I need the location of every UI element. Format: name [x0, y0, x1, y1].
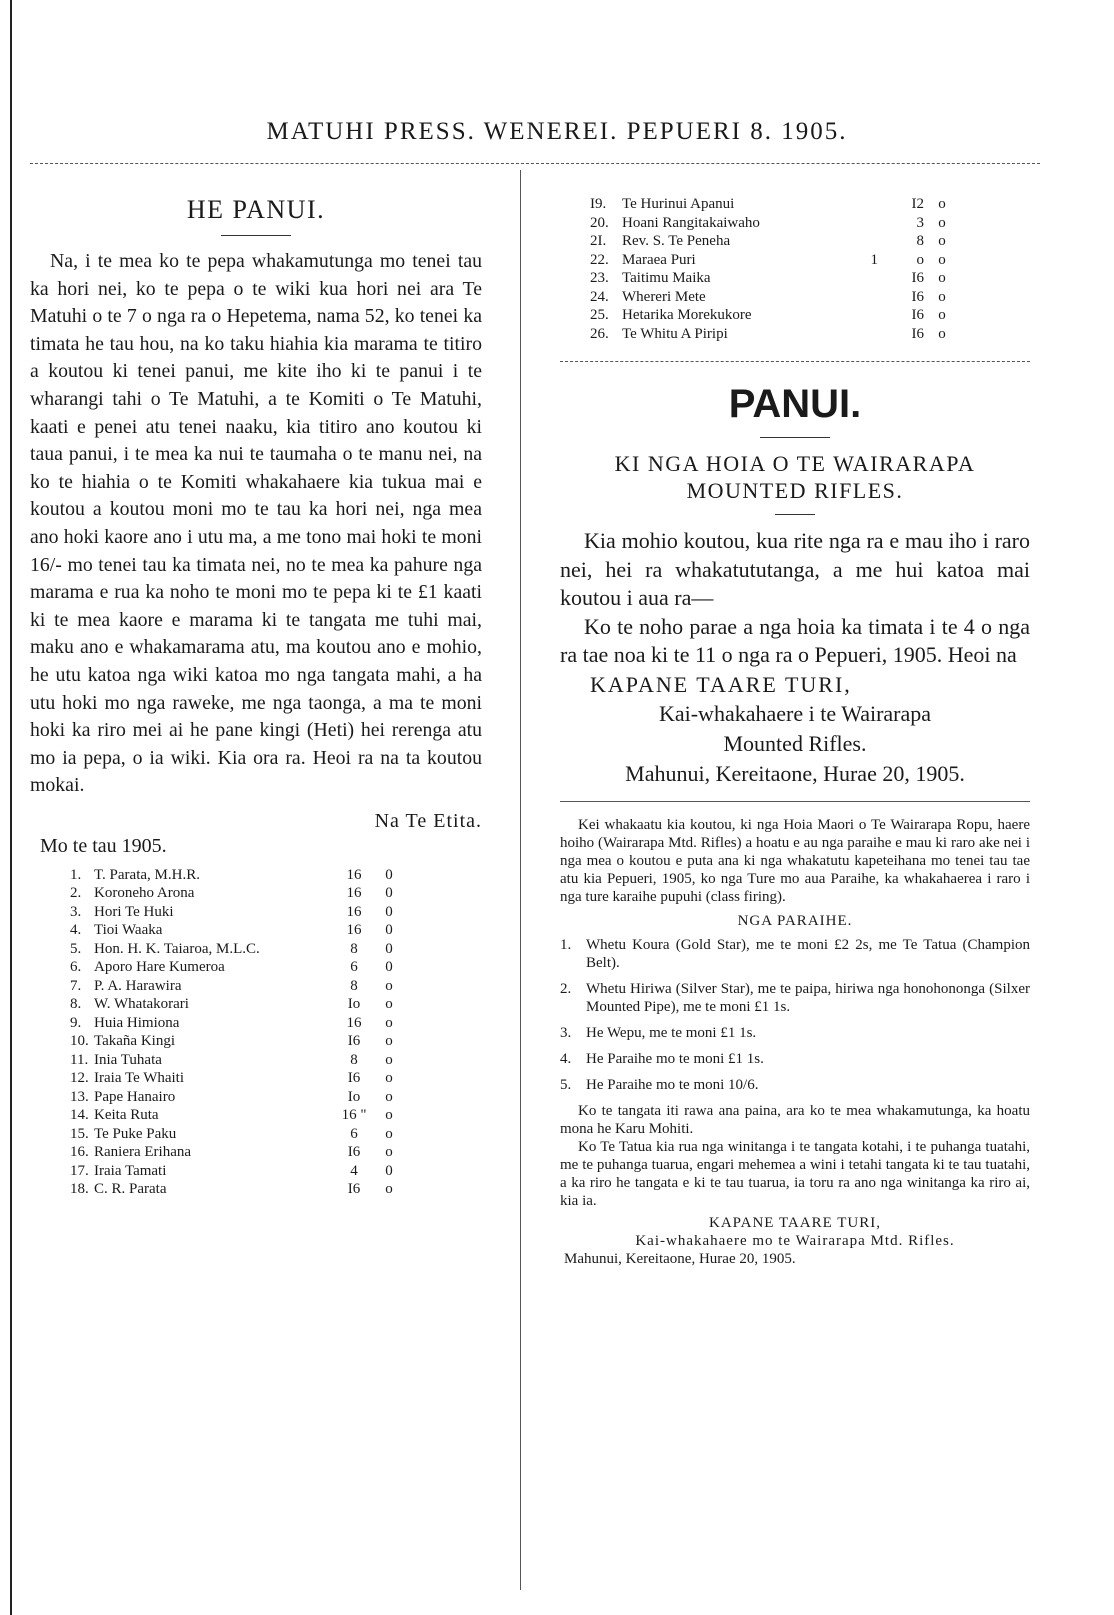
subscriber-name: Maraea Puri — [622, 251, 696, 268]
amount-shillings: 8 — [350, 977, 358, 994]
prize-number: 2. — [560, 980, 572, 997]
footer-place: Mahunui, Kereitaone, Hurae 20, 1905. — [564, 1250, 796, 1267]
amount-shillings: I6 — [911, 307, 924, 323]
subscriber-name: Koroneho Arona — [94, 885, 195, 902]
footer-name: KAPANE TAARE TURI, — [709, 1214, 881, 1231]
subscriber-name: Te Whitu A Piripi — [622, 325, 728, 342]
subscriber-name: Iraia Tamati — [94, 1162, 167, 1179]
table-row — [590, 325, 960, 344]
amount-shillings: 8 — [350, 940, 358, 957]
prize-number: 3. — [560, 1024, 572, 1041]
subscriber-name: Whereri Mete — [622, 288, 706, 305]
subscriber-name: T. Parata, M.H.R. — [94, 866, 200, 883]
prizes-title: NGA PARAIHE. — [737, 912, 853, 929]
amount-pence: o — [385, 1033, 393, 1050]
amount-shillings: I6 — [911, 270, 924, 286]
amount-pounds — [842, 269, 878, 288]
subscriber-name: W. Whatakorari — [94, 996, 189, 1013]
subscriber-name: Hetarika Morekukore — [622, 307, 752, 323]
row-number: 8. — [70, 996, 82, 1013]
table-row — [590, 306, 960, 325]
table-row — [70, 1088, 404, 1107]
table-row — [70, 1014, 404, 1033]
table-row — [70, 1125, 404, 1144]
notice-body: Na, i te mea ko te pepa whakamutunga mo tenei tau ka hori nei, ko te pepa o te wiki kua hori nei ara Te Matuhi o te 7 o nga ra o Hepetema, nama 52, ko tenei ka timata he tau hou, na ko taku hiahia kia marama te titiro a koutou ki tenei panui, me kite iho ki te panui i te wharangi tahi o Te Matuhi, a te Komiti o Te Matuhi, kaati e penei atu tenei naaku, kia titiro ano koutou ki taua panui, i te mea ka nui te taumaha o te manu nei, na ko te hiahia o te Komiti whakahaere kia tukua mai e koutou a koutou moni mo te tau ka hori nei, nga mea ano hoki kaore ano i utu ma, a me tono mai hoki te moni 16/- mo tenei tau ka timata nei, no te mea ka pahure nga marama e rua ka noho te moni mo te pepa ki te £1 kaati ki te mea kaore e marama ki te tangata me tuhi mai, maku ano e whakamarama atu, ma koutou ano e mohio, he utu katoa nga wiki katoa mo nga tangata mahi, a ha utu hoki mo nga raweke, me nga taonga, a ma te moni hoki ka riro mei ai he pane kingi (Heti) hei rerenga atu mo ia pepa, o ia wiki. Kia ora ra. Heoi ra na ta koutou mokai. — [30, 250, 482, 797]
row-number: 12. — [70, 1070, 89, 1087]
amount-pence: o — [938, 307, 946, 323]
amount-pence: 0 — [385, 1162, 393, 1179]
amount-shillings: 16 — [346, 866, 362, 883]
table-row — [590, 232, 960, 251]
prize-text: Whetu Hiriwa (Silver Star), me te paipa, hiriwa nga honohononga (Silxer Mounted Pipe), me te moni £1 1s. — [586, 980, 1030, 1015]
amount-pounds — [842, 306, 878, 325]
table-row — [70, 1051, 404, 1070]
page-edge-rule — [10, 0, 12, 1615]
table-row — [70, 1143, 404, 1162]
table-row — [70, 921, 404, 940]
subscriber-name: P. A. Harawira — [94, 977, 182, 994]
amount-pounds — [842, 325, 878, 344]
amount-shillings: I6 — [911, 325, 924, 342]
amount-pence: 0 — [385, 885, 393, 902]
signature-name: KAPANE TAARE TURI, — [590, 671, 852, 697]
signature-role-1: Kai-whakahaere i te Wairarapa — [658, 700, 932, 726]
amount-pence: o — [385, 1125, 393, 1142]
row-number: 18. — [70, 1181, 89, 1198]
panui-subheading: KI NGA HOIA O TE WAIRARAPA MOUNTED RIFLES. — [614, 451, 976, 503]
column-divider — [520, 170, 521, 1590]
table-row — [70, 884, 404, 903]
subscriber-name: Takaña Kingi — [94, 1033, 176, 1050]
row-number: 20. — [590, 214, 609, 231]
row-number: 2I. — [590, 233, 607, 249]
table-row — [70, 1180, 404, 1199]
amount-pence: o — [938, 325, 946, 342]
table-row — [590, 288, 960, 307]
prize-number: 5. — [560, 1076, 572, 1093]
amount-pence: o — [385, 1107, 393, 1124]
list-item — [560, 1050, 1030, 1068]
amount-pence: o — [938, 196, 946, 212]
amount-shillings: 16 — [346, 1014, 362, 1031]
table-row — [70, 940, 404, 959]
row-number: 11. — [70, 1051, 89, 1068]
subscriber-name: Tioi Waaka — [94, 922, 163, 939]
title-rule — [221, 235, 291, 236]
amount-shillings: I6 — [347, 1070, 361, 1087]
row-number: 17. — [70, 1162, 89, 1179]
table-row — [590, 214, 960, 233]
row-number: 7. — [70, 977, 82, 994]
subscriber-name: Hon. H. K. Taiaroa, M.L.C. — [94, 940, 260, 957]
table-row — [70, 995, 404, 1014]
amount-pence: o — [385, 996, 393, 1013]
signature-role-2: Mounted Rifles. — [723, 730, 867, 756]
table-row — [590, 269, 960, 288]
masthead-rule — [30, 163, 1040, 164]
amount-shillings: 16 " — [341, 1107, 367, 1124]
amount-shillings: 6 — [350, 1125, 358, 1142]
amount-pence: 0 — [385, 959, 393, 976]
subscriber-name: Huia Himiona — [94, 1014, 180, 1031]
row-number: 4. — [70, 922, 82, 939]
table-row — [590, 195, 960, 214]
panui-rule — [760, 437, 830, 438]
prize-notice-intro: Kei whakaatu kia koutou, ki nga Hoia Maori o Te Wairarapa Ropu, haere hoiho (Wairarapa Mtd. Rifles) a hoatu e au nga paraihe e mau ki raro ake nei i nga mea o koutou e puta ana ki nga whakatutu kapeteihana mo tenei tau tae atu kia Pepueri, 1905, ko nga Ture mo aua Paraihe, ka whakahaerea i raro i nga ture karaihe pupuhi (class firing). — [560, 816, 1030, 905]
row-number: 5. — [70, 940, 82, 957]
table-row — [70, 903, 404, 922]
row-number: 22. — [590, 251, 609, 268]
row-number: 24. — [590, 288, 609, 305]
amount-shillings: 8 — [350, 1051, 358, 1068]
table-row — [70, 1162, 404, 1181]
subscriber-name: Te Puke Paku — [94, 1125, 177, 1142]
amount-pence: o — [385, 1181, 393, 1198]
prize-number: 1. — [560, 936, 572, 953]
masthead: MATUHI PRESS. WENEREI. PEPUERI 8. 1905. — [266, 118, 848, 145]
amount-shillings: o — [916, 251, 924, 268]
right-column — [560, 195, 1030, 1268]
subscriber-name: Inia Tuhata — [94, 1051, 162, 1068]
table-row — [70, 1032, 404, 1051]
row-number: 3. — [70, 903, 82, 920]
amount-pence: 0 — [385, 940, 393, 957]
amount-shillings: Io — [347, 996, 361, 1013]
amount-pence: o — [385, 1144, 393, 1161]
footer-role: Kai-whakahaere mo te Wairarapa Mtd. Rifles. — [635, 1232, 955, 1249]
amount-shillings: I2 — [911, 196, 924, 212]
subscriber-name: Iraia Te Whaiti — [94, 1070, 185, 1087]
subscriber-name: Pape Hanairo — [94, 1088, 176, 1105]
row-number: 26. — [590, 325, 609, 342]
list-item — [560, 1024, 1030, 1042]
table-row — [70, 1106, 404, 1125]
amount-pence: o — [938, 270, 946, 286]
amount-pounds — [842, 195, 878, 214]
prize-list — [560, 936, 1030, 1094]
amount-shillings: I6 — [347, 1144, 361, 1161]
amount-pounds — [842, 232, 878, 251]
row-number: 13. — [70, 1088, 89, 1105]
row-number: 16. — [70, 1144, 89, 1161]
row-number: 9. — [70, 1014, 82, 1031]
panui-title: PANUI. — [728, 382, 862, 426]
row-number: 1. — [70, 866, 82, 883]
amount-pence: o — [385, 1014, 393, 1031]
amount-pence: o — [938, 233, 946, 249]
signature-place: Mahunui, Kereitaone, Hurae 20, 1905. — [625, 760, 965, 786]
amount-pence: o — [938, 288, 946, 305]
amount-pence: 0 — [385, 922, 393, 939]
subscriber-name: Raniera Erihana — [94, 1144, 192, 1161]
table-row — [70, 958, 404, 977]
table-row — [70, 866, 404, 885]
subscriber-name: Rev. S. Te Peneha — [622, 233, 731, 249]
prize-text: He Paraihe mo te moni £1 1s. — [586, 1050, 764, 1067]
table-row — [70, 977, 404, 996]
row-number: 10. — [70, 1033, 89, 1050]
amount-pence: o — [938, 214, 946, 231]
list-item — [560, 936, 1030, 972]
subheading-rule — [775, 514, 815, 515]
amount-shillings: 3 — [916, 214, 924, 231]
amount-pence: o — [385, 977, 393, 994]
amount-pence: o — [938, 251, 946, 268]
panui-paragraph-1: Kia mohio koutou, kua rite nga ra e mau iho i raro nei, hei ra whakatututanga, a me hui katoa mai koutou i aua ra— — [560, 528, 1030, 610]
editor-signoff: Na Te Etita. — [374, 809, 482, 832]
table-row — [70, 1069, 404, 1088]
panui-paragraph-2: Ko te noho parae a nga hoia ka timata i te 4 o nga ra tae noa ki te 11 o nga ra o Pepueri, 1905. Heoi na — [560, 613, 1030, 667]
year-heading: Mo te tau 1905. — [40, 834, 167, 857]
subscriber-name: Te Hurinui Apanui — [622, 196, 735, 212]
section-rule-2 — [560, 801, 1030, 802]
row-number: 2. — [70, 885, 82, 902]
amount-pence: 0 — [385, 866, 393, 883]
subscriber-name: Taitimu Maika — [622, 270, 711, 286]
amount-shillings: Io — [347, 1088, 361, 1105]
amount-shillings: 8 — [916, 233, 924, 249]
subscriber-name: C. R. Parata — [94, 1181, 167, 1198]
subscriber-table-right — [590, 195, 960, 343]
amount-shillings: 16 — [346, 885, 362, 902]
rule-text-2: Ko Te Tatua kia rua nga winitanga i te tangata kotahi, i te puhanga tuatahi, me te puhanga tuarua, engari mehemea a wini i tetahi tangata ki te tau tuatahi, a ka riro he tangata e ki te tau tuarua, ia toru ra ano nga winitanga ka riro ai, kia ia. — [560, 1138, 1030, 1209]
amount-pounds — [842, 288, 878, 307]
notice-title: HE PANUI. — [186, 195, 326, 224]
row-number: I9. — [590, 196, 607, 212]
amount-pence: 0 — [385, 903, 393, 920]
amount-shillings: 16 — [346, 922, 362, 939]
section-rule — [560, 361, 1030, 362]
amount-pounds: 1 — [870, 251, 878, 268]
row-number: 14. — [70, 1107, 89, 1124]
amount-pence: o — [385, 1088, 393, 1105]
list-item — [560, 1076, 1030, 1094]
amount-pence: o — [385, 1051, 393, 1068]
amount-pounds — [842, 214, 878, 233]
subscriber-name: Keita Ruta — [94, 1107, 159, 1124]
row-number: 25. — [590, 307, 609, 323]
row-number: 15. — [70, 1125, 89, 1142]
table-row — [590, 251, 960, 270]
list-item — [560, 980, 1030, 1016]
row-number: 23. — [590, 270, 609, 286]
amount-shillings: 16 — [346, 903, 362, 920]
amount-pence: o — [385, 1070, 393, 1087]
amount-shillings: 6 — [350, 959, 358, 976]
subscriber-name: Hoani Rangitakaiwaho — [622, 214, 760, 231]
left-column — [30, 195, 482, 1199]
subscriber-table-left — [70, 866, 404, 1199]
amount-shillings: I6 — [347, 1181, 361, 1198]
subscriber-name: Aporo Hare Kumeroa — [94, 959, 225, 976]
amount-shillings: I6 — [911, 288, 924, 305]
amount-shillings: 4 — [350, 1162, 358, 1179]
amount-shillings: I6 — [347, 1033, 361, 1050]
prize-text: He Wepu, me te moni £1 1s. — [586, 1024, 757, 1041]
subscriber-name: Hori Te Huki — [94, 903, 174, 920]
row-number: 6. — [70, 959, 82, 976]
rule-text-1: Ko te tangata iti rawa ana paina, ara ko te mea whakamutunga, ka hoatu mona he Karu Mohiti. — [560, 1102, 1030, 1137]
prize-number: 4. — [560, 1050, 572, 1067]
prize-text: He Paraihe mo te moni 10/6. — [586, 1076, 759, 1093]
prize-text: Whetu Koura (Gold Star), me te moni £2 2s, me Te Tatua (Champion Belt). — [586, 936, 1030, 971]
